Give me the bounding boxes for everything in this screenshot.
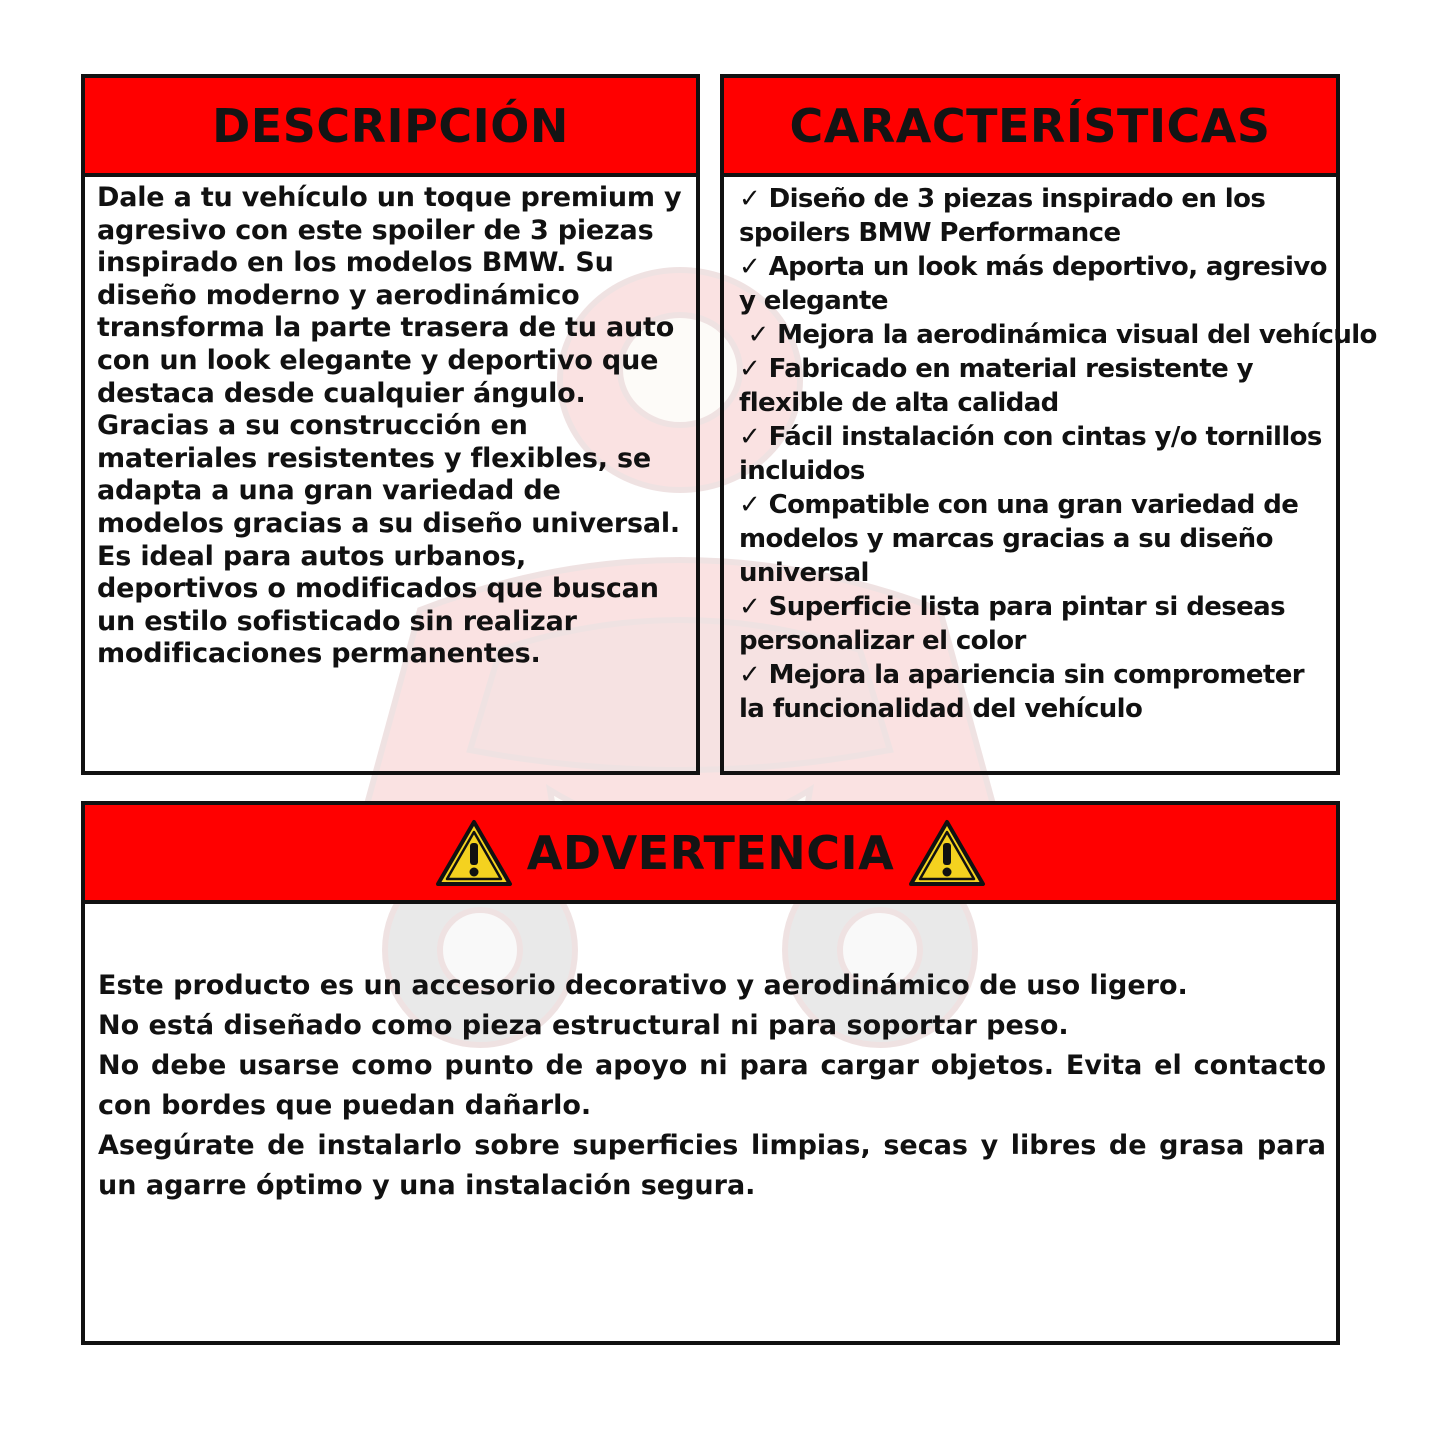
- features-panel: [720, 74, 1377, 775]
- warning-panel: [81, 801, 1340, 1345]
- warning-line: Este producto es un accesorio decorativo y aerodinámico de uso ligero.: [98, 970, 1188, 1001]
- feature-item: ✓ Fácil instalación con cintas y/o tornillos incluidos: [739, 422, 1322, 486]
- features-list: [724, 177, 1377, 726]
- warning-triangle-icon: [435, 819, 513, 887]
- features-title: CARACTERÍSTICAS: [789, 98, 1271, 153]
- feature-item: ✓ Fabricado en material resistente y flexible de alta calidad: [739, 354, 1253, 418]
- warning-title: ADVERTENCIA: [526, 825, 895, 880]
- description-title: DESCRIPCIÓN: [212, 98, 569, 153]
- warning-line: No está diseñado como pieza estructural ni para soportar peso.: [98, 1010, 1069, 1041]
- feature-item: ✓ Compatible con una gran variedad de modelos y marcas gracias a su diseño universal: [739, 490, 1299, 588]
- features-header: [724, 78, 1336, 177]
- feature-item: ✓ Diseño de 3 piezas inspirado en los spoilers BMW Performance: [739, 184, 1266, 248]
- feature-item: ✓ Aporta un look más deportivo, agresivo y elegante: [739, 252, 1327, 316]
- feature-item: ✓ Mejora la aerodinámica visual del vehículo: [739, 320, 1377, 350]
- feature-item: ✓ Superficie lista para pintar si deseas personalizar el color: [739, 592, 1285, 656]
- warning-line: Asegúrate de instalarlo sobre superficies limpias, secas y libres de grasa para un agarre óptimo y una instalación segura.: [98, 1130, 1326, 1201]
- warning-triangle-icon: [908, 819, 986, 887]
- description-text: Dale a tu vehículo un toque premium y agresivo con este spoiler de 3 piezas inspirado en los modelos BMW. Su diseño moderno y aerodinámico transforma la parte trasera de tu auto con un look elegante y deportivo que destaca desde cualquier ángulo. Gracias a su construcción en materiales resistentes y flexibles, se adapta a una gran variedad de modelos gracias a su diseño universal. Es ideal para autos urbanos, deportivos o modificados que buscan un estilo sofisticado sin realizar modificaciones permanentes.: [97, 182, 682, 670]
- description-panel: [81, 74, 700, 775]
- warning-text: [85, 904, 1336, 1206]
- description-header: [85, 78, 696, 177]
- warning-line: No debe usarse como punto de apoyo ni para cargar objetos. Evita el contacto con bordes que puedan dañarlo.: [98, 1050, 1326, 1121]
- warning-header: [85, 805, 1336, 904]
- feature-item: ✓ Mejora la apariencia sin comprometer la funcionalidad del vehículo: [739, 660, 1304, 724]
